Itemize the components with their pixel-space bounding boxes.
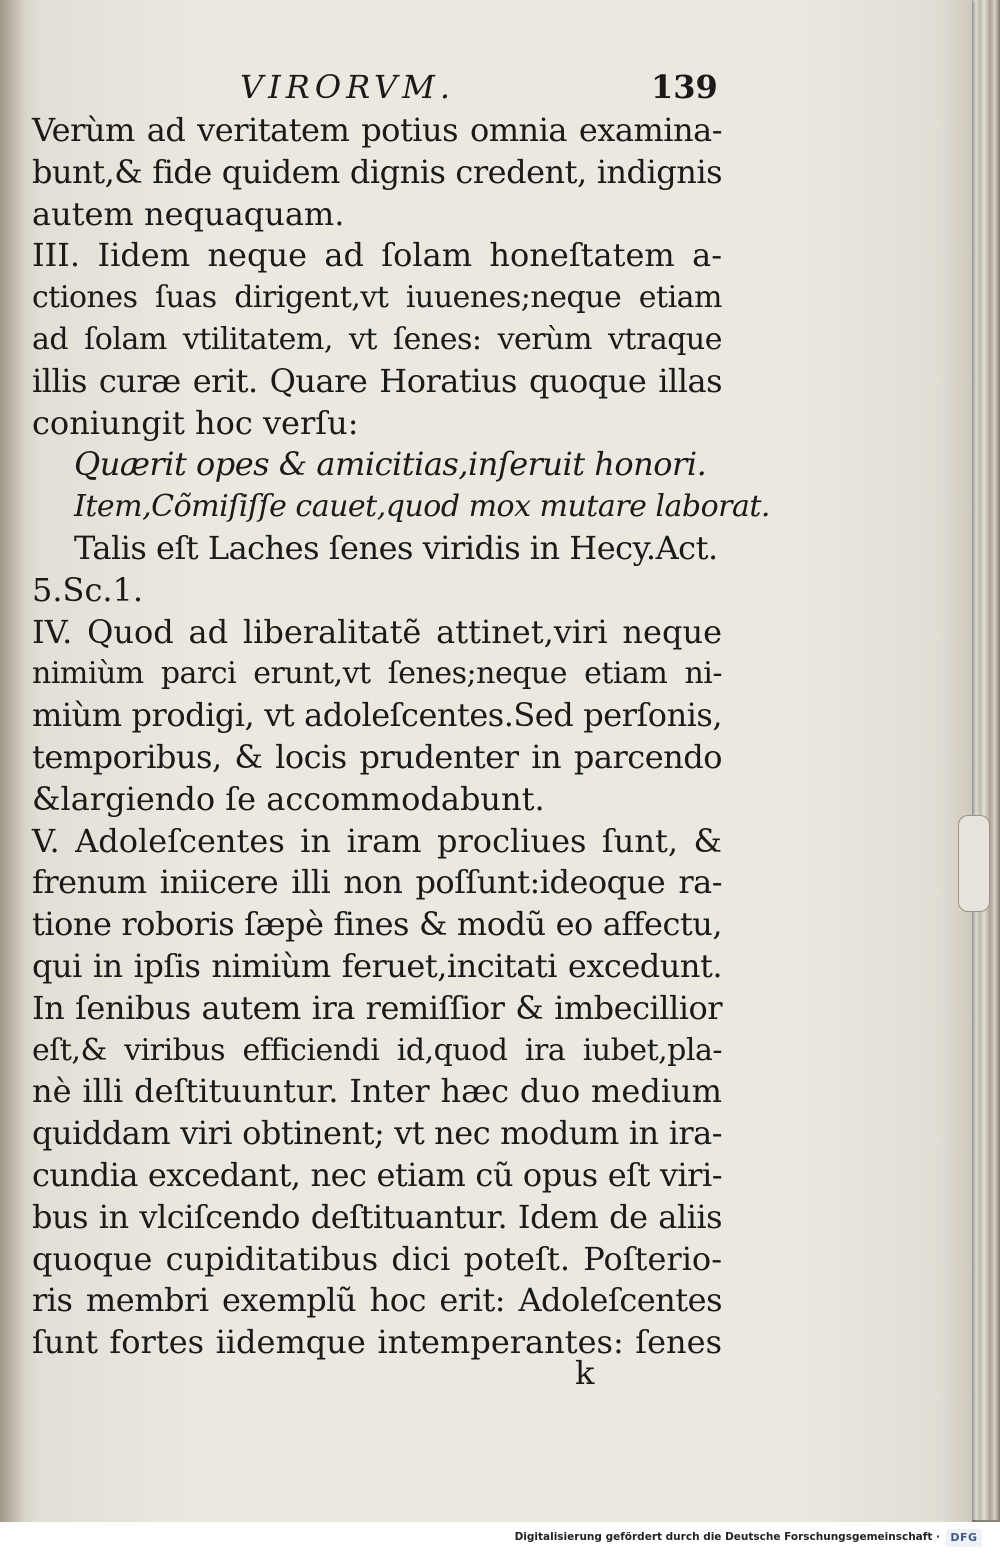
- text-line: ctiones ſuas dirigent,vt iuuenes;neque etiam: [32, 280, 722, 316]
- verse-quote: Item,Cõmiſiſſe cauet,quod mox mutare laborat.: [74, 489, 770, 525]
- text-line: &largiendo ſe accommodabunt.: [32, 779, 545, 818]
- text-line: coniungit hoc verſu:: [32, 403, 359, 442]
- text-line: ris membri exemplũ hoc erit: Adoleſcentes: [32, 1281, 722, 1320]
- text-line: illis curæ erit. Quare Horatius quoque illas: [32, 361, 722, 400]
- text-line: eſt,& viribus efficiendi id,quod ira iubet,pla-: [32, 1032, 722, 1068]
- text-line: III. Iidem neque ad ſolam honeſtatem a-: [32, 236, 722, 275]
- text-line: 5.Sc.1.: [32, 570, 144, 609]
- text-line: ad ſolam vtilitatem, vt ſenes: verùm vtraque: [32, 321, 722, 357]
- running-title: VIRORVM.: [240, 68, 456, 106]
- page-number: 139: [651, 68, 718, 106]
- text-line: Verùm ad veritatem potius omnia examina-: [32, 111, 722, 149]
- page-header: [0, 64, 972, 110]
- text-line: miùm prodigi, vt adoleſcentes.Sed perſonis,: [32, 696, 722, 735]
- text-line: autem nequaquam.: [32, 194, 345, 233]
- text-line: nimiùm parci erunt,vt ſenes;neque etiam ni-: [32, 656, 722, 692]
- text-line: quiddam viri obtinent; vt nec modum in ira-: [32, 1114, 722, 1153]
- page-stack-edge: [970, 0, 1000, 1520]
- text-line: IV. Quod ad liberalitatẽ attinet,viri neque: [32, 612, 722, 651]
- catchword: k: [575, 1354, 595, 1392]
- verse-quote: Quærit opes & amicitias,inſeruit honori.: [74, 445, 707, 484]
- text-line: qui in ipſis nimiùm feruet,incitati excedunt.: [32, 946, 722, 985]
- text-line: quoque cupiditatibus dici poteſt. Poſterio-: [32, 1239, 722, 1278]
- text-line: V. Adoleſcentes in iram procliues ſunt, &: [32, 821, 722, 860]
- page-tab: [958, 815, 990, 912]
- text-line: bunt,& fide quidem dignis credent, indignis: [32, 152, 722, 191]
- dfg-logo: DFG: [946, 1529, 982, 1547]
- text-line: In ſenibus autem ira remiſſior & imbecillior: [32, 988, 722, 1027]
- text-line: tione roboris ſæpè fines & modũ eo affectu,: [32, 905, 722, 944]
- funding-credit: Digitalisierung gefördert durch die Deutsche Forschungsgemeinschaft ·: [514, 1531, 940, 1543]
- text-line: bus in vlciſcendo deſtituantur. Idem de aliis: [32, 1197, 722, 1236]
- text-line: ſunt fortes iidemque intemperantes: ſenes: [32, 1323, 722, 1362]
- text-line: Talis eſt Laches ſenes viridis in Hecy.Act.: [74, 528, 718, 567]
- body-text: [32, 110, 770, 1364]
- text-line: nè illi deſtituuntur. Inter hæc duo medium: [32, 1072, 722, 1111]
- text-line: frenum iniicere illi non poſſunt:ideoque ra-: [32, 863, 722, 902]
- text-line: temporibus, & locis prudenter in parcendo: [32, 737, 722, 776]
- footer-bar: [0, 1522, 1000, 1555]
- text-line: cundia excedant, nec etiam cũ opus eſt viri-: [32, 1155, 722, 1194]
